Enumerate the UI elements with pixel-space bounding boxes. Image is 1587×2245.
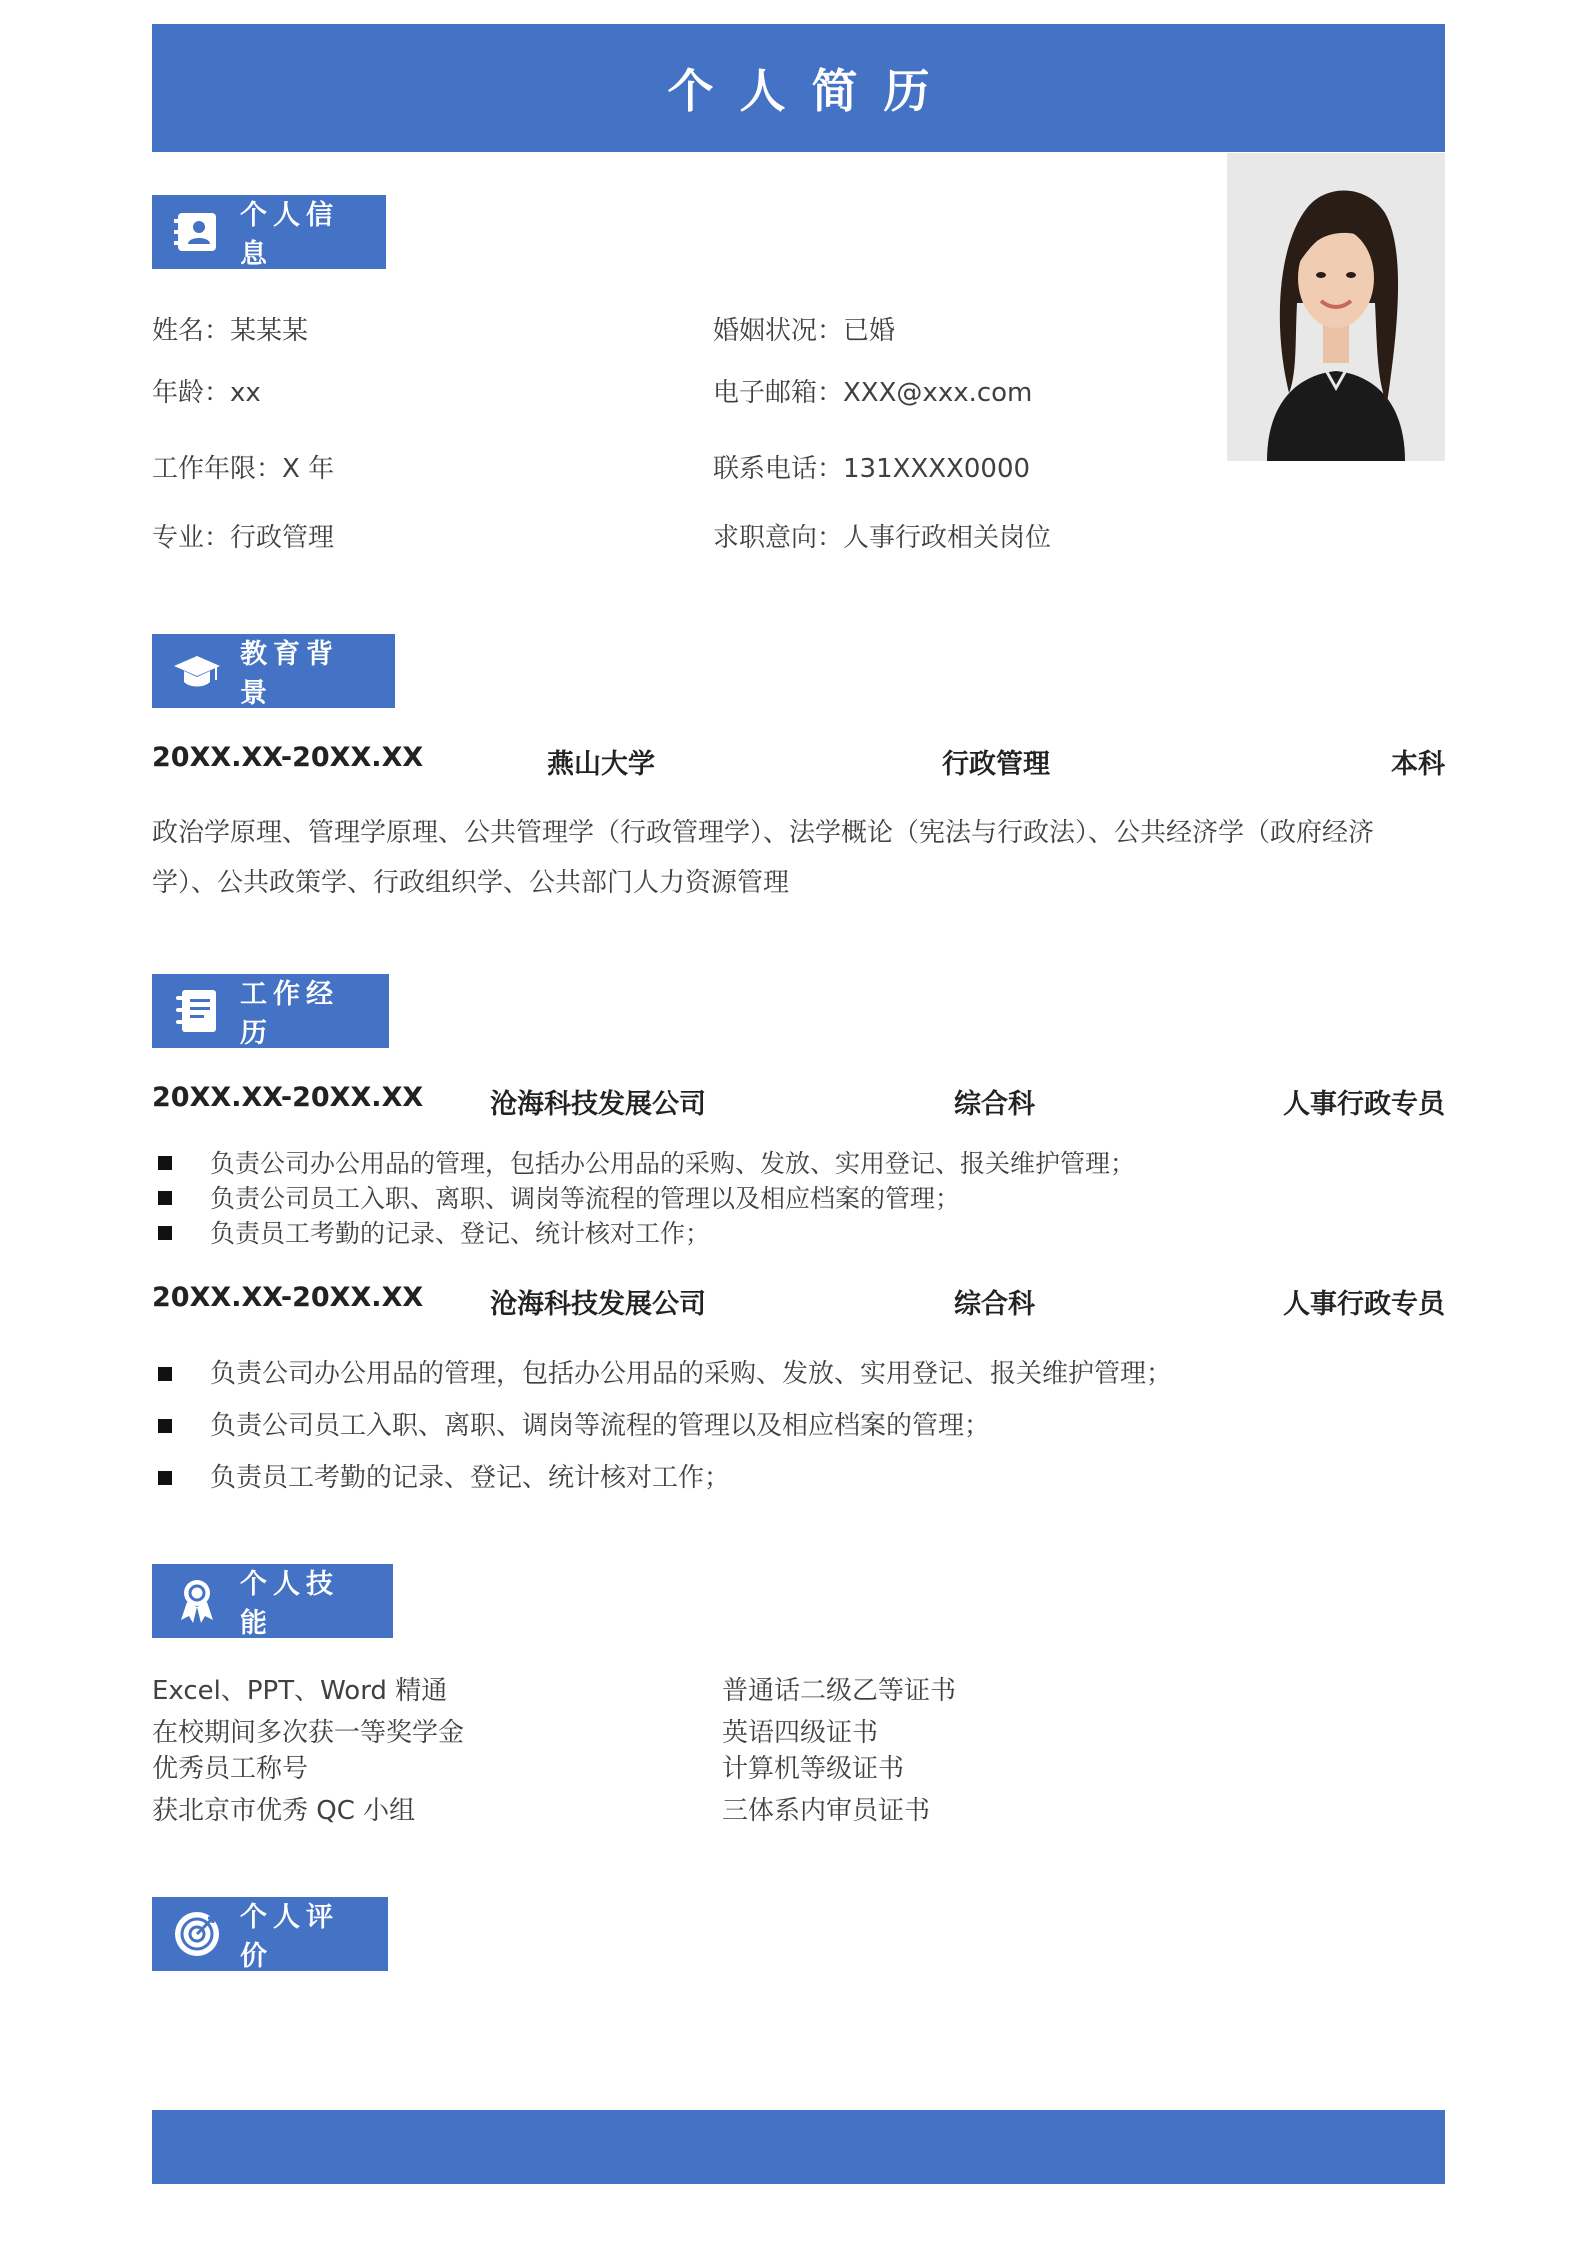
work-position: 人事行政专员 xyxy=(1283,1289,1445,1320)
work-position: 人事行政专员 xyxy=(1283,1089,1445,1120)
profile-photo xyxy=(1227,153,1445,461)
skill-item: 在校期间多次获一等奖学金 xyxy=(152,1718,465,1748)
info-major: 专业：行政管理 xyxy=(152,523,335,553)
section-title: 个人信息 xyxy=(240,200,339,270)
list-item: 负责公司办公用品的管理，包括办公用品的采购、发放、实用登记、报关维护管理； xyxy=(152,1348,1172,1400)
list-item: 负责公司办公用品的管理，包括办公用品的采购、发放、实用登记、报关维护管理； xyxy=(152,1146,1135,1181)
skill-item: 三体系内审员证书 xyxy=(722,1796,931,1826)
work-dept: 综合科 xyxy=(954,1089,1035,1120)
skill-item: 英语四级证书 xyxy=(722,1718,879,1748)
portrait-image xyxy=(1227,153,1445,461)
skill-item: 获北京市优秀 QC 小组 xyxy=(152,1796,416,1826)
footer-bar xyxy=(152,2110,1445,2184)
education-courses xyxy=(152,808,1374,908)
section-work xyxy=(152,974,389,1048)
education-entry xyxy=(152,742,1445,782)
info-email: 电子邮箱：XXX@xxx.com xyxy=(713,378,1033,408)
info-phone: 联系电话：131XXXX0000 xyxy=(713,454,1031,484)
section-title: 个人技能 xyxy=(240,1569,339,1639)
work-company: 沧海科技发展公司 xyxy=(490,1289,706,1320)
title-bar xyxy=(152,24,1445,152)
section-title: 工作经历 xyxy=(240,979,339,1049)
section-personal-info xyxy=(152,195,386,269)
info-name: 姓名：某某某 xyxy=(152,316,309,346)
section-education xyxy=(152,634,395,708)
section-title: 教育背景 xyxy=(240,639,339,709)
work-duties-list xyxy=(152,1146,1135,1251)
award-ribbon-icon xyxy=(172,1576,222,1626)
work-dept: 综合科 xyxy=(954,1289,1035,1320)
work-entry-header xyxy=(152,1282,1445,1322)
target-icon xyxy=(172,1909,222,1959)
info-years: 工作年限：X 年 xyxy=(152,454,335,484)
list-item: 负责公司员工入职、离职、调岗等流程的管理以及相应档案的管理； xyxy=(152,1400,1172,1452)
education-school: 燕山大学 xyxy=(547,749,655,780)
graduation-cap-icon xyxy=(172,646,222,696)
work-company: 沧海科技发展公司 xyxy=(490,1089,706,1120)
info-objective: 求职意向：人事行政相关岗位 xyxy=(713,523,1052,553)
education-period: 20XX.XX-20XX.XX xyxy=(152,742,424,773)
work-period: 20XX.XX-20XX.XX xyxy=(152,1282,424,1313)
section-title: 个人评价 xyxy=(240,1902,339,1972)
skill-item: 普通话二级乙等证书 xyxy=(722,1676,957,1706)
list-item: 负责员工考勤的记录、登记、统计核对工作； xyxy=(152,1452,1172,1504)
skill-item: Excel、PPT、Word 精通 xyxy=(152,1676,448,1706)
courses-line: 学）、公共政策学、行政组织学、公共部门人力资源管理 xyxy=(152,868,790,898)
skill-item: 优秀员工称号 xyxy=(152,1754,309,1784)
education-major: 行政管理 xyxy=(942,749,1050,780)
skill-item: 计算机等级证书 xyxy=(722,1754,905,1784)
work-period: 20XX.XX-20XX.XX xyxy=(152,1082,424,1113)
list-item: 负责公司员工入职、离职、调岗等流程的管理以及相应档案的管理； xyxy=(152,1181,1135,1216)
info-marital: 婚姻状况：已婚 xyxy=(713,316,896,346)
work-duties-list xyxy=(152,1348,1172,1504)
section-skills xyxy=(152,1564,393,1638)
contact-card-icon xyxy=(172,207,222,257)
section-evaluation xyxy=(152,1897,388,1971)
info-age: 年龄：xx xyxy=(152,378,261,408)
courses-line: 政治学原理、管理学原理、公共管理学（行政管理学）、法学概论（宪法与行政法）、公共经济学（政府经济 xyxy=(152,818,1375,848)
list-item: 负责员工考勤的记录、登记、统计核对工作； xyxy=(152,1216,1135,1251)
work-entry-header xyxy=(152,1082,1445,1122)
page-title: 个人简历 xyxy=(667,64,956,118)
notebook-icon xyxy=(172,986,222,1036)
education-degree: 本科 xyxy=(1391,749,1445,780)
